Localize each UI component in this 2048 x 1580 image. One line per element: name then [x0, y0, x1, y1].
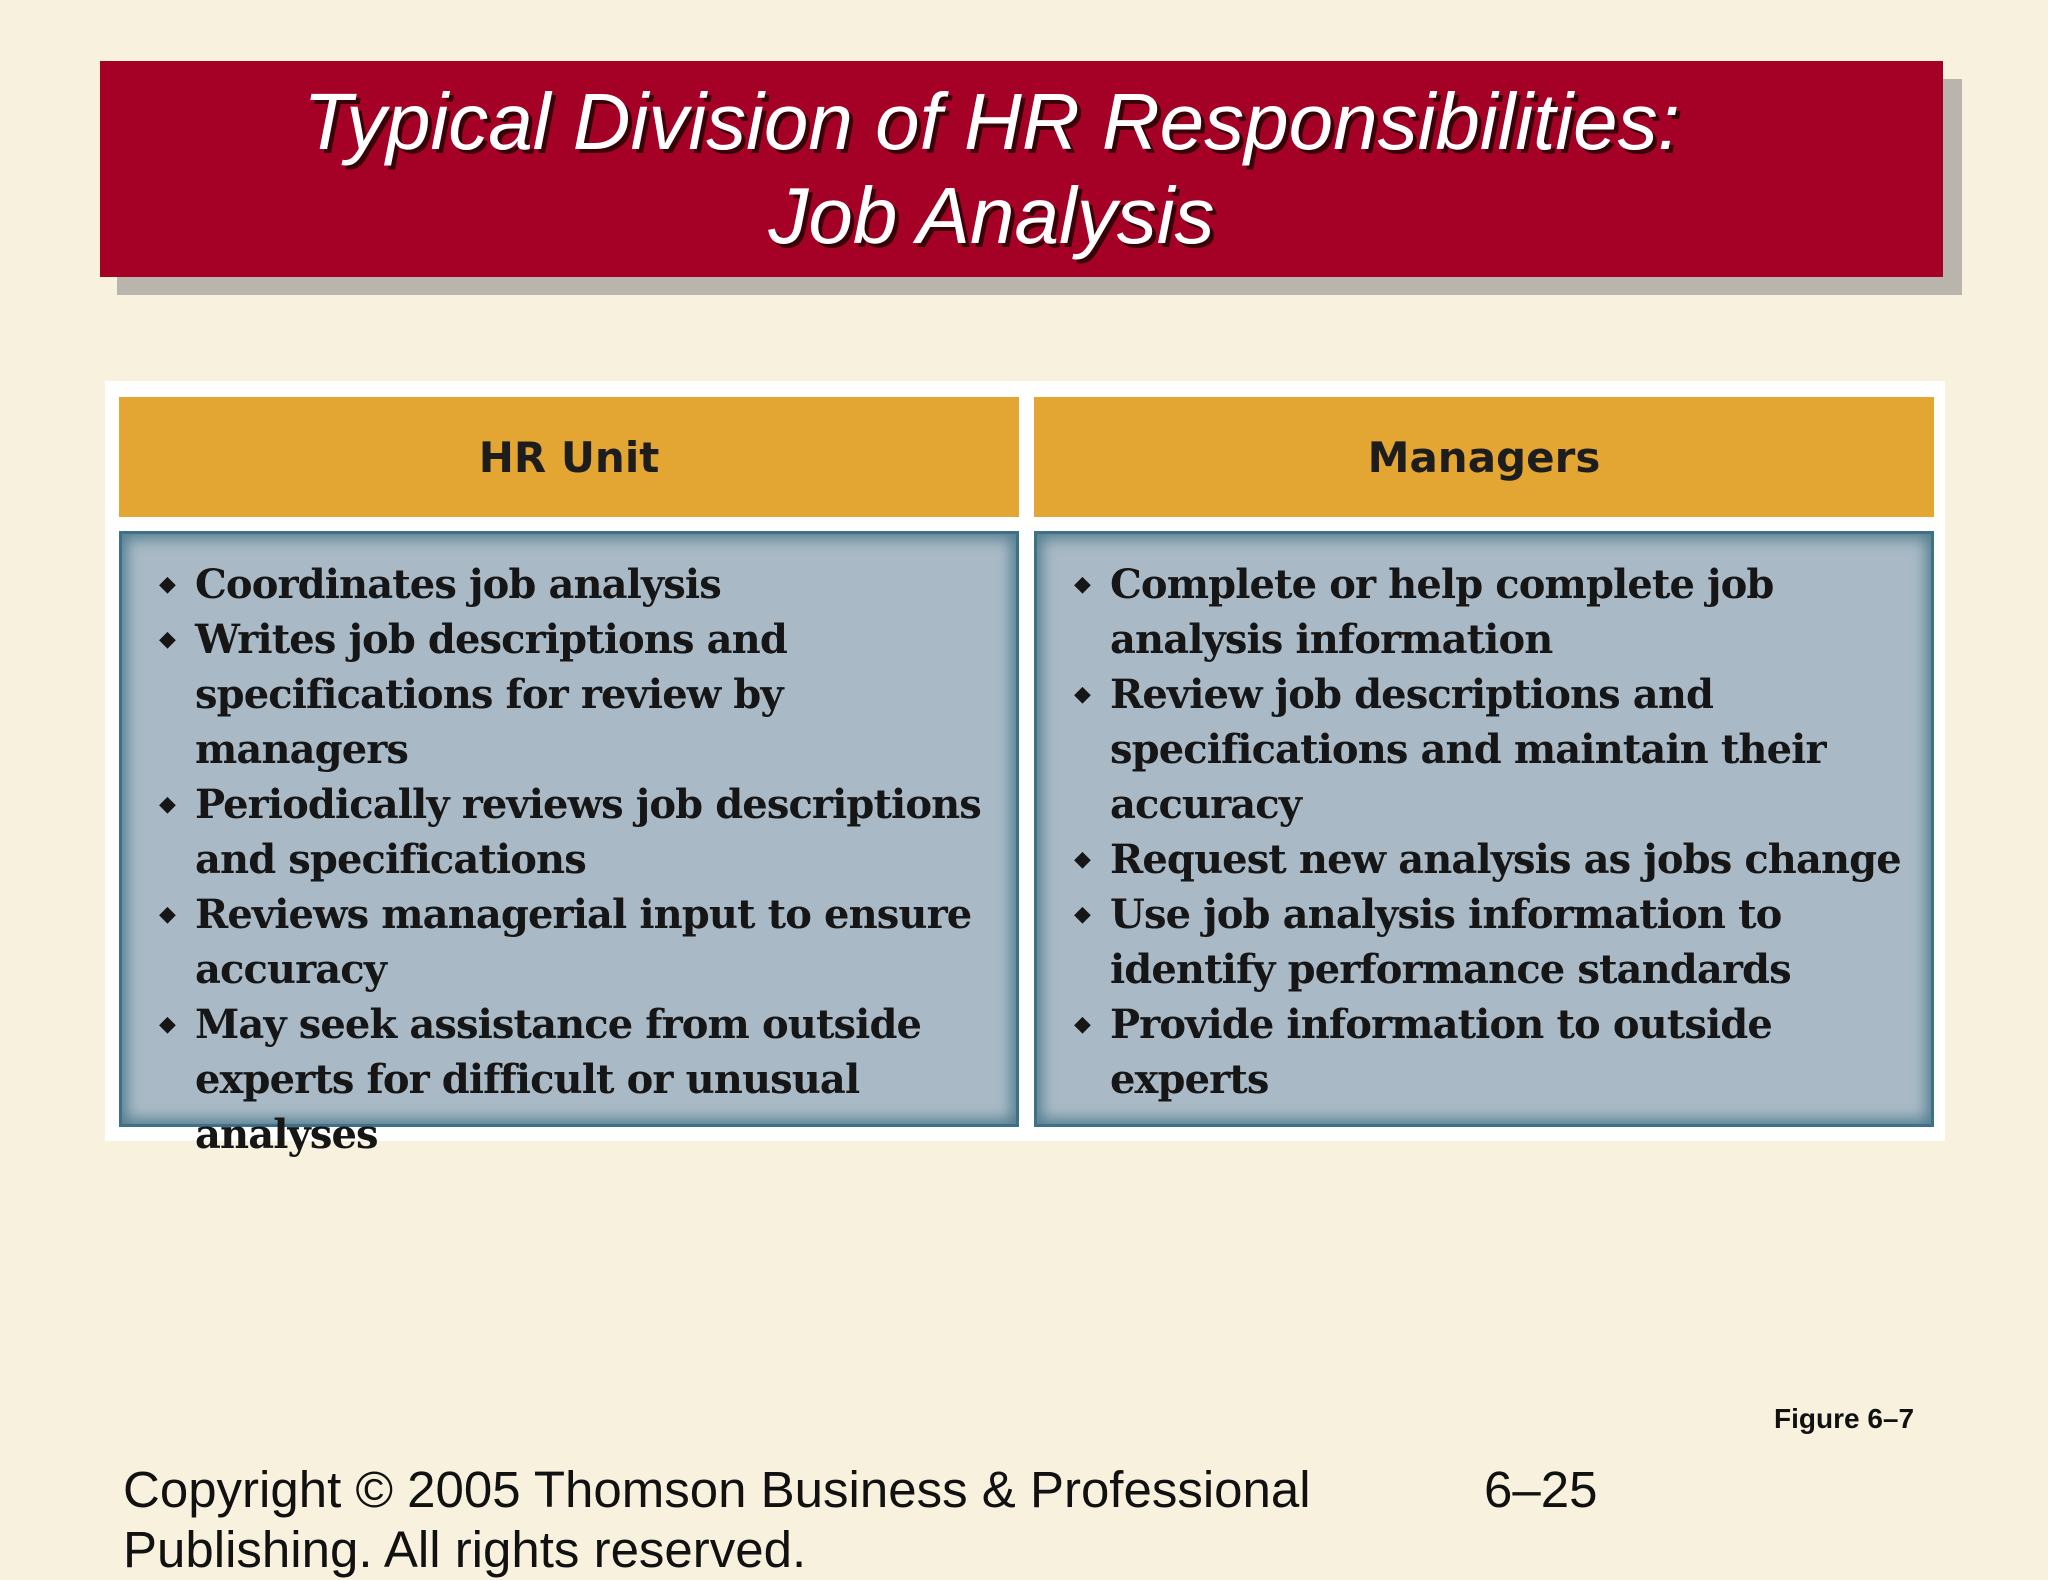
slide-title-line-1: Typical Division of HR Responsibilities: — [303, 77, 1680, 166]
list-item: ◆ Use job analysis information to identify performance standards — [1074, 887, 1904, 997]
list-item: ◆ Coordinates job analysis — [159, 557, 989, 612]
title-banner — [100, 61, 1943, 277]
copyright-notice: Copyright © 2005 Thomson Business & Professional Publishing. All rights reserved. — [123, 1461, 1311, 1578]
managers-responsibilities — [1034, 531, 1934, 1127]
list-item: ◆ Request new analysis as jobs change — [1074, 832, 1904, 887]
list-item: ◆ Reviews managerial input to ensure accuracy — [159, 887, 989, 997]
list-item: ◆ Review job descriptions and specifications and maintain their accuracy — [1074, 667, 1904, 832]
hr-unit-responsibilities — [119, 531, 1019, 1158]
list-item: ◆ Periodically reviews job descriptions and specifications — [159, 777, 989, 887]
managers-bullet-list — [1074, 557, 1904, 1107]
column-header-hr-unit: HR Unit — [119, 397, 1019, 517]
slide-title-line-2: Job Analysis — [768, 171, 1215, 260]
list-item: ◆ Complete or help complete job analysis information — [1074, 557, 1904, 667]
hr-unit-bullet-list — [159, 557, 989, 1162]
figure-label: Figure 6–7 — [1774, 1403, 1915, 1434]
list-item: ◆ Provide information to outside experts — [1074, 997, 1904, 1107]
column-header-managers: Managers — [1034, 397, 1934, 517]
responsibilities-figure — [105, 381, 1945, 1158]
list-item: ◆ May seek assistance from outside experts for difficult or unusual analyses — [159, 997, 989, 1162]
list-item: ◆ Writes job descriptions and specifications for review by managers — [159, 612, 989, 777]
page-number: 6–25 — [1484, 1461, 1598, 1518]
